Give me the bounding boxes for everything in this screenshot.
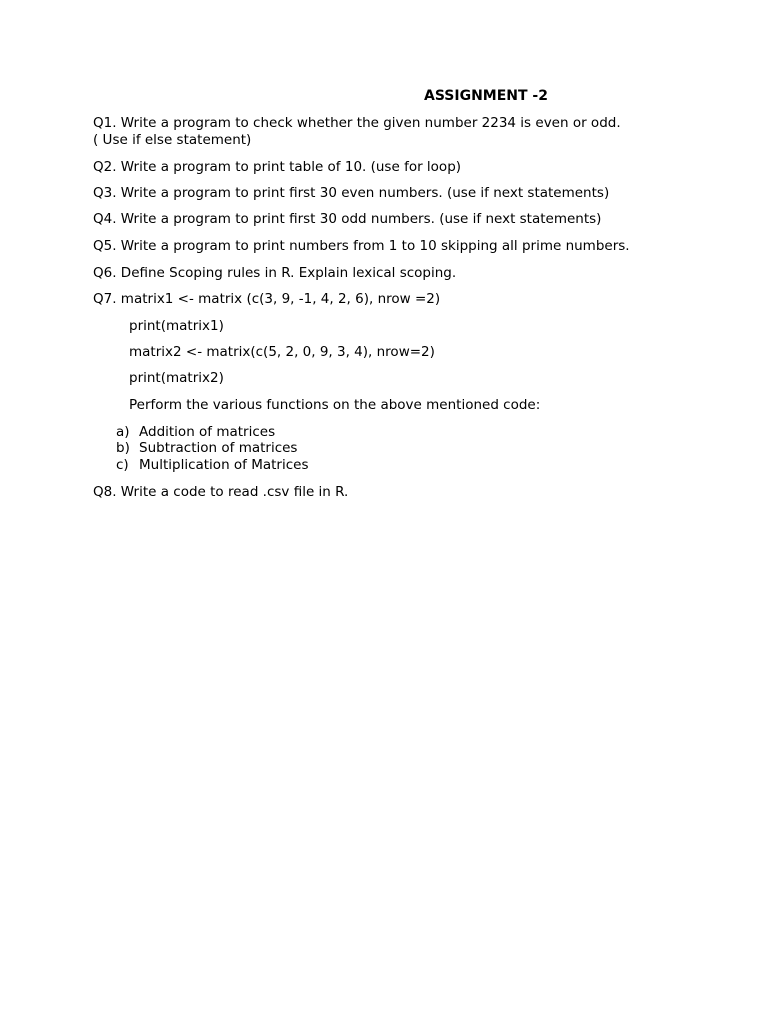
question-6: Q6. Define Scoping rules in R. Explain lexical scoping. <box>93 265 457 281</box>
question-1-line-1: Q1. Write a program to check whether the given number 2234 is even or odd. <box>93 115 621 131</box>
question-7-subitem <box>116 424 275 441</box>
question-3: Q3. Write a program to print first 30 even numbers. (use if next statements) <box>93 185 610 201</box>
subitem-text: Multiplication of Matrices <box>139 457 309 473</box>
subitem-marker: b) <box>116 440 130 456</box>
question-7-line-1: Q7. matrix1 <- matrix (c(3, 9, -1, 4, 2, 6), nrow =2) <box>93 291 441 307</box>
question-1-line-2: ( Use if else statement) <box>93 132 252 148</box>
subitem-marker: c) <box>116 457 129 473</box>
question-8: Q8. Write a code to read .csv file in R. <box>93 484 349 500</box>
question-7-subitem <box>116 440 297 457</box>
question-7-code-line: print(matrix1) <box>129 318 224 334</box>
question-7-code-line: matrix2 <- matrix(c(5, 2, 0, 9, 3, 4), nrow=2) <box>129 344 435 360</box>
subitem-marker: a) <box>116 424 130 440</box>
subitem-text: Subtraction of matrices <box>139 440 298 456</box>
question-7-instruction: Perform the various functions on the above mentioned code: <box>129 397 541 413</box>
subitem-text: Addition of matrices <box>139 424 276 440</box>
question-5: Q5. Write a program to print numbers from 1 to 10 skipping all prime numbers. <box>93 238 630 254</box>
question-7-code-line: print(matrix2) <box>129 370 224 386</box>
question-7-subitem <box>116 457 309 474</box>
question-4: Q4. Write a program to print first 30 odd numbers. (use if next statements) <box>93 211 602 227</box>
document-title: ASSIGNMENT -2 <box>424 88 548 104</box>
question-2: Q2. Write a program to print table of 10. (use for loop) <box>93 159 462 175</box>
